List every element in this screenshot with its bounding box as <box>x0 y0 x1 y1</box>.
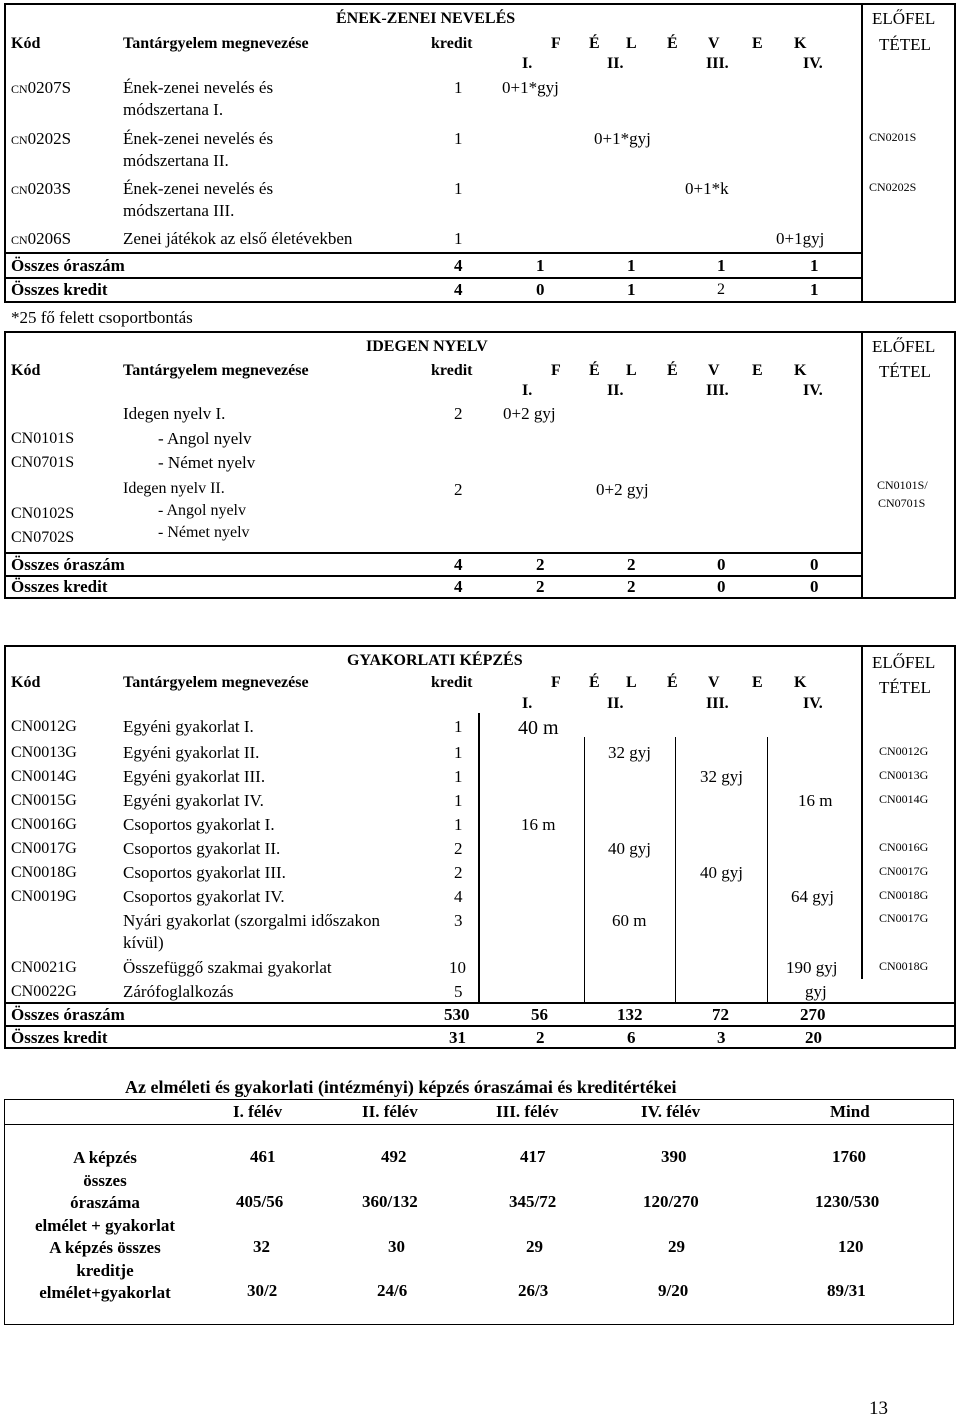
course-value: 0+2 gyj <box>596 480 649 499</box>
course-kredit: 1 <box>454 791 463 810</box>
header-letter: E <box>752 35 763 52</box>
header-kod: Kód <box>11 362 41 379</box>
section-title: GYAKORLATI KÉPZÉS <box>347 652 523 669</box>
total-hours-sem3: 72 <box>712 1005 729 1024</box>
header-letter: É <box>667 35 678 52</box>
header-roman: I. <box>522 55 533 72</box>
total-kredit-sem4: 1 <box>810 280 819 299</box>
prereq-code: CN0016G <box>879 840 929 854</box>
course-kredit: 1 <box>454 229 463 248</box>
course-name: Ének-zenei nevelés és <box>123 179 274 198</box>
header-prereq: TÉTEL <box>879 362 931 381</box>
course-code: CN0022G <box>11 983 77 1000</box>
summary-title: Az elméleti és gyakorlati (intézményi) képzés óraszámai és kreditértékei <box>125 1077 677 1097</box>
header-prereq: ELŐFEL <box>872 337 936 356</box>
summary-credits-split: 9/20 <box>658 1281 689 1300</box>
summary-credits-split: 89/31 <box>827 1281 866 1300</box>
total-hours-sem2: 132 <box>617 1005 643 1024</box>
label-line: elmélet + gyakorlat <box>35 1215 175 1235</box>
header-letter: V <box>708 35 720 52</box>
summary-hours-split: 345/72 <box>509 1192 557 1211</box>
summary-credits: 29 <box>526 1237 543 1256</box>
course-code: CN0016G <box>11 816 77 833</box>
note: *25 fő felett csoportbontás <box>11 308 193 327</box>
total-kredit-label: Összes kredit <box>11 577 108 596</box>
summary-hours: 1760 <box>832 1147 866 1166</box>
course-value: 40 m <box>518 717 559 739</box>
course-code: CN0702S <box>11 529 75 546</box>
label-line: elmélet+gyakorlat <box>39 1283 171 1302</box>
course-name: módszertana II. <box>123 151 229 170</box>
course-subname: - Német nyelv <box>158 524 250 541</box>
course-value: 0+1*gyj <box>502 78 559 97</box>
total-kredit: 4 <box>454 577 463 596</box>
course-kredit: 1 <box>454 815 463 834</box>
section-title: IDEGEN NYELV <box>366 338 488 355</box>
summary-col-header: II. félév <box>362 1102 418 1121</box>
header-roman: III. <box>706 382 729 399</box>
course-kredit: 2 <box>454 480 463 499</box>
summary-hours-split: 360/132 <box>362 1192 418 1211</box>
total-hours-kredit: 530 <box>444 1005 470 1024</box>
course-value: 0+1gyj <box>776 229 825 248</box>
course-value: 32 gyj <box>700 767 743 786</box>
summary-col-header: I. félév <box>233 1102 283 1121</box>
summary-col-header: Mind <box>830 1102 870 1121</box>
course-code: CN0015G <box>11 792 77 809</box>
total-hours-sem3: 1 <box>717 256 726 275</box>
label-line: óraszáma <box>70 1193 140 1212</box>
course-name: módszertana I. <box>123 100 224 119</box>
total-hours-sem1: 2 <box>536 555 545 574</box>
course-kredit: 2 <box>454 863 463 882</box>
header-roman: II. <box>607 55 624 72</box>
summary-col-header: IV. félév <box>641 1102 701 1121</box>
header-roman: II. <box>607 382 624 399</box>
course-value: 40 gyj <box>700 863 743 882</box>
prereq-code: CN0201S <box>869 130 917 144</box>
course-value: 60 m <box>612 911 647 930</box>
summary-hours: 390 <box>661 1147 687 1166</box>
course-name: Csoportos gyakorlat III. <box>123 863 286 882</box>
summary-hours-split: 405/56 <box>236 1192 284 1211</box>
course-name: Nyári gyakorlat (szorgalmi időszakon <box>123 911 380 930</box>
total-hours-kredit: 4 <box>454 256 463 275</box>
course-name: módszertana III. <box>123 201 235 220</box>
course-code: CN0102S <box>11 505 75 522</box>
summary-credits-split: 24/6 <box>377 1281 408 1300</box>
prereq-code: CN0012G <box>879 744 929 758</box>
total-hours-sem4: 270 <box>800 1005 826 1024</box>
course-code: CN0202S <box>11 129 72 148</box>
header-kod: Kód <box>11 674 41 691</box>
course-code: CN0014G <box>11 768 77 785</box>
total-kredit: 4 <box>454 280 463 299</box>
course-name: Csoportos gyakorlat I. <box>123 815 275 834</box>
header-name: Tantárgyelem megnevezése <box>123 362 309 379</box>
header-letter: E <box>752 362 763 379</box>
prereq-code: CN0202S <box>869 180 917 194</box>
summary-credits-split: 30/2 <box>247 1281 278 1300</box>
summary-hours: 492 <box>381 1147 407 1166</box>
course-code: CN0701S <box>11 454 75 471</box>
header-letter: L <box>626 362 637 379</box>
course-name: Egyéni gyakorlat II. <box>123 743 260 762</box>
header-kod: Kód <box>11 35 41 52</box>
total-hours-sem1: 1 <box>536 256 545 275</box>
course-value: 32 gyj <box>608 743 651 762</box>
total-kredit-sem3: 3 <box>717 1028 726 1047</box>
course-code: CN0017G <box>11 840 77 857</box>
course-value: 0+1*gyj <box>594 129 651 148</box>
course-code: CN0101S <box>11 430 75 447</box>
header-roman: IV. <box>803 695 823 712</box>
summary-credits: 120 <box>838 1237 864 1256</box>
header-letter: K <box>794 674 807 691</box>
summary-hours: 417 <box>520 1147 546 1166</box>
course-kredit: 4 <box>454 887 463 906</box>
total-kredit-sem4: 20 <box>805 1028 822 1047</box>
course-kredit: 1 <box>454 179 463 198</box>
page-number: 13 <box>869 1398 888 1419</box>
header-letter: E <box>752 674 763 691</box>
total-hours-label: Összes óraszám <box>11 555 125 574</box>
header-letter: É <box>589 674 600 691</box>
header-roman: III. <box>706 695 729 712</box>
course-name: Ének-zenei nevelés és <box>123 78 274 97</box>
header-roman: IV. <box>803 382 823 399</box>
header-letter: V <box>708 362 720 379</box>
course-kredit: 3 <box>454 911 463 930</box>
section-title: ÉNEK-ZENEI NEVELÉS <box>336 10 516 27</box>
header-letter: É <box>589 35 600 52</box>
course-name: Zárófoglalkozás <box>123 982 234 1001</box>
total-kredit-sem4: 0 <box>810 577 819 596</box>
total-kredit-sem1: 2 <box>536 577 545 596</box>
total-hours-sem4: 0 <box>810 555 819 574</box>
course-kredit: 2 <box>454 404 463 423</box>
header-kredit: kredit <box>431 674 473 691</box>
total-kredit-sem1: 0 <box>536 280 545 299</box>
total-kredit: 31 <box>449 1028 466 1047</box>
label-line: összes <box>83 1170 127 1190</box>
course-subname: - Német nyelv <box>158 453 256 472</box>
header-roman: I. <box>522 695 533 712</box>
course-name: Összefüggő szakmai gyakorlat <box>123 958 332 977</box>
course-kredit: 1 <box>454 717 463 736</box>
total-kredit-label: Összes kredit <box>11 280 108 299</box>
course-value: 40 gyj <box>608 839 651 858</box>
course-code: CN0021G <box>11 959 77 976</box>
header-letter: É <box>667 674 678 691</box>
course-code: CN0018G <box>11 864 77 881</box>
header-name: Tantárgyelem megnevezése <box>123 674 309 691</box>
header-letter: L <box>626 35 637 52</box>
course-code: CN0012G <box>11 718 77 735</box>
total-kredit-sem3: 2 <box>717 281 725 298</box>
course-kredit: 5 <box>454 982 463 1001</box>
course-value: gyj <box>805 982 827 1001</box>
course-name: kívül) <box>123 933 164 952</box>
total-hours-kredit: 4 <box>454 555 463 574</box>
course-name: Egyéni gyakorlat IV. <box>123 791 264 810</box>
summary-label-credits <box>4 1237 206 1305</box>
label-line: kreditje <box>76 1260 134 1280</box>
total-kredit-label: Összes kredit <box>11 1028 108 1047</box>
total-hours-sem2: 1 <box>627 256 636 275</box>
course-name: Idegen nyelv I. <box>123 404 226 423</box>
header-kredit: kredit <box>431 35 473 52</box>
course-value: 0+1*k <box>685 179 729 198</box>
course-name: Zenei játékok az első életévekben <box>123 229 353 248</box>
header-prereq: ELŐFEL <box>872 9 936 28</box>
summary-credits: 30 <box>388 1237 405 1256</box>
summary-label-hours <box>4 1147 206 1237</box>
course-name: Ének-zenei nevelés és <box>123 129 274 148</box>
course-name: Csoportos gyakorlat II. <box>123 839 281 858</box>
summary-hours-split: 1230/530 <box>815 1192 880 1211</box>
header-letter: F <box>551 35 561 52</box>
prereq-code: CN0013G <box>879 768 929 782</box>
prereq-code: CN0018G <box>879 888 929 902</box>
prereq-code: CN0018G <box>879 959 929 973</box>
label-line: A képzés <box>73 1148 137 1167</box>
total-kredit-sem3: 0 <box>717 577 726 596</box>
header-letter: É <box>589 362 600 379</box>
header-letter: K <box>794 35 807 52</box>
course-code: CN0206S <box>11 229 72 248</box>
prereq-code: CN0101S/ <box>877 478 928 492</box>
summary-hours-split: 120/270 <box>643 1192 699 1211</box>
total-kredit-sem1: 2 <box>536 1028 545 1047</box>
course-value: 64 gyj <box>791 887 834 906</box>
header-letter: F <box>551 362 561 379</box>
course-subname: - Angol nyelv <box>158 502 246 519</box>
prereq-code: CN0701S <box>878 496 926 510</box>
course-code: CN0019G <box>11 888 77 905</box>
prereq-code: CN0017G <box>879 911 929 925</box>
course-code: CN0203S <box>11 179 72 198</box>
course-kredit: 1 <box>454 743 463 762</box>
header-name: Tantárgyelem megnevezése <box>123 35 309 52</box>
summary-hours: 461 <box>250 1147 276 1166</box>
course-value: 16 m <box>798 791 833 810</box>
course-value: 190 gyj <box>786 958 838 977</box>
course-name: Egyéni gyakorlat I. <box>123 717 254 736</box>
course-kredit: 1 <box>454 78 463 97</box>
total-kredit-sem2: 6 <box>627 1028 636 1047</box>
course-name: Csoportos gyakorlat IV. <box>123 887 285 906</box>
total-kredit-sem2: 1 <box>627 280 636 299</box>
header-letter: K <box>794 362 807 379</box>
summary-credits: 29 <box>668 1237 685 1256</box>
course-kredit: 10 <box>449 958 466 977</box>
total-hours-sem2: 2 <box>627 555 636 574</box>
total-hours-label: Összes óraszám <box>11 256 125 275</box>
prereq-code: CN0017G <box>879 864 929 878</box>
course-kredit: 1 <box>454 767 463 786</box>
course-code: CN0207S <box>11 78 72 97</box>
header-letter: F <box>551 674 561 691</box>
header-roman: III. <box>706 55 729 72</box>
header-prereq: TÉTEL <box>879 678 931 697</box>
course-code: CN0013G <box>11 744 77 761</box>
header-prereq: TÉTEL <box>879 35 931 54</box>
header-letter: L <box>626 674 637 691</box>
course-name: Idegen nyelv II. <box>123 480 225 497</box>
course-kredit: 1 <box>454 129 463 148</box>
course-value: 0+2 gyj <box>503 404 556 423</box>
total-kredit-sem2: 2 <box>627 577 636 596</box>
header-letter: V <box>708 674 720 691</box>
course-value: 16 m <box>521 815 556 834</box>
summary-credits-split: 26/3 <box>518 1281 549 1300</box>
course-name: Egyéni gyakorlat III. <box>123 767 266 786</box>
prereq-code: CN0014G <box>879 792 929 806</box>
total-hours-sem1: 56 <box>531 1005 548 1024</box>
summary-credits: 32 <box>253 1237 270 1256</box>
course-kredit: 2 <box>454 839 463 858</box>
total-hours-sem4: 1 <box>810 256 819 275</box>
summary-col-header: III. félév <box>496 1102 559 1121</box>
total-hours-label: Összes óraszám <box>11 1005 125 1024</box>
header-prereq: ELŐFEL <box>872 653 936 672</box>
header-roman: I. <box>522 382 533 399</box>
course-subname: - Angol nyelv <box>158 429 252 448</box>
label-line: A képzés összes <box>49 1238 161 1257</box>
header-roman: IV. <box>803 55 823 72</box>
header-kredit: kredit <box>431 362 473 379</box>
total-hours-sem3: 0 <box>717 555 726 574</box>
header-roman: II. <box>607 695 624 712</box>
header-letter: É <box>667 362 678 379</box>
